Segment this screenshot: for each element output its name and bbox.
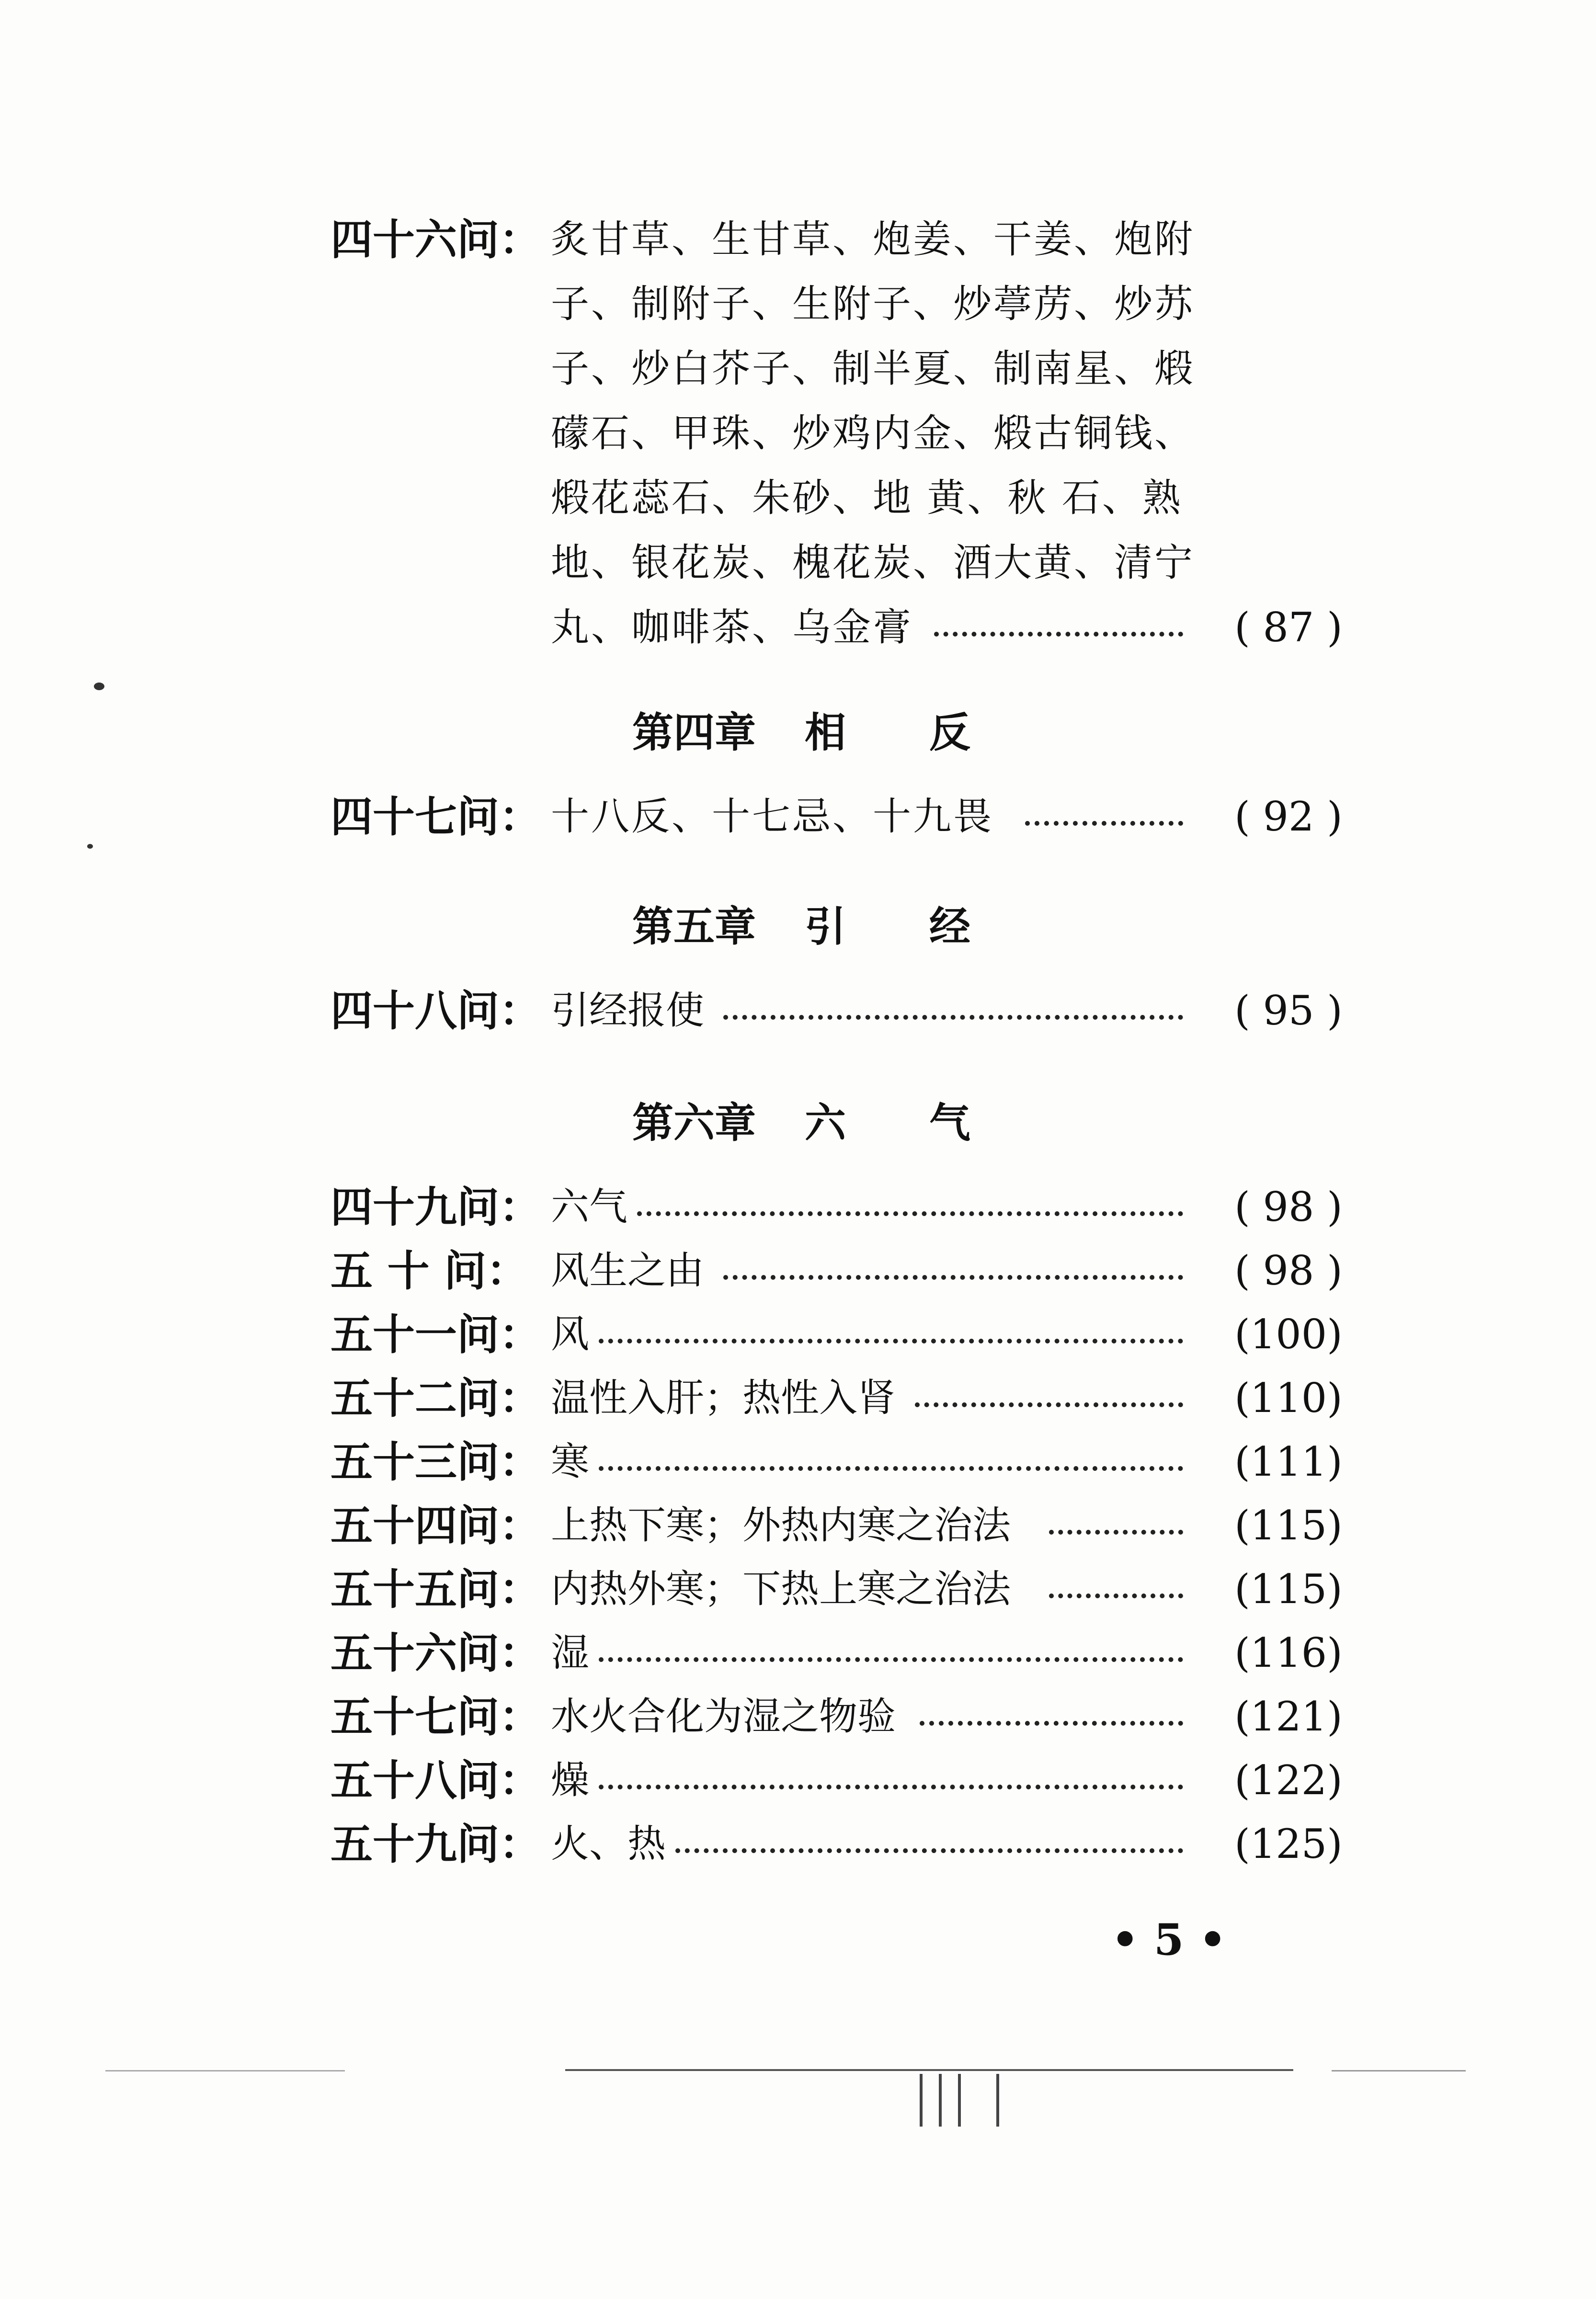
- toc-entry: [331, 1240, 1360, 1302]
- entry-title-line: 地、银花炭、槐花炭、酒大黄、清宁: [551, 540, 1195, 585]
- toc-entry: [331, 1749, 1360, 1811]
- entry-label: 五十三问：: [331, 1437, 542, 1487]
- chapter-number: 第五章: [632, 902, 756, 951]
- entry-title: 引经报使: [551, 988, 704, 1033]
- toc-entry: [331, 1303, 1360, 1366]
- chapter-number: 第六章: [632, 1099, 756, 1147]
- entry-label: 五十八问：: [331, 1755, 542, 1805]
- entry-title: 六气: [551, 1184, 627, 1229]
- chapter-title-char: 相: [805, 708, 846, 757]
- scan-edge-tick: [958, 2074, 961, 2127]
- chapter-title-char: 引: [805, 902, 846, 951]
- leader-dots: [1049, 1494, 1183, 1557]
- entry-title: 寒: [551, 1439, 589, 1484]
- chapter-number: 第四章: [632, 708, 756, 757]
- page-ref: (111): [1234, 1438, 1343, 1485]
- entry-label: 五十九问：: [331, 1819, 542, 1869]
- entry-label: 四十八问：: [331, 986, 542, 1036]
- page-ref: (110): [1234, 1375, 1343, 1422]
- toc-entry-46-last: [551, 596, 1360, 659]
- entry-title-line: 子、炒白芥子、制半夏、制南星、煅: [551, 346, 1195, 391]
- toc-entry: [331, 1813, 1360, 1875]
- entry-title: 上热下寒；外热内寒之治法: [551, 1503, 1011, 1548]
- toc-entry-46: [331, 208, 1360, 271]
- entry-label: 四十七问：: [331, 792, 542, 842]
- entry-label: 五十二问：: [331, 1373, 542, 1423]
- scan-edge-tick: [939, 2074, 942, 2127]
- entry-label: 五十四问：: [331, 1501, 542, 1550]
- toc-entry: [331, 1494, 1360, 1557]
- leader-dots: [675, 1813, 1183, 1875]
- scan-speck: [87, 844, 93, 849]
- page-ref: (122): [1234, 1757, 1343, 1804]
- leader-dots: [934, 596, 1183, 659]
- scan-edge-line: [105, 2070, 345, 2071]
- entry-label: 五十一问：: [331, 1309, 542, 1359]
- leader-dots: [1025, 785, 1183, 848]
- entry-title: 风生之由: [551, 1248, 704, 1293]
- scan-edge-line: [1332, 2070, 1466, 2071]
- chapter-heading-6: [632, 1090, 970, 1157]
- chapter-heading-4: [632, 699, 970, 766]
- entry-label: 五十五问：: [331, 1564, 542, 1614]
- entry-title: 内热外寒；下热上寒之治法: [551, 1567, 1011, 1611]
- toc-entry: [331, 1622, 1360, 1684]
- page-ref: (115): [1234, 1566, 1343, 1613]
- entry-title-line: 煅花蕊石、朱砂、地 黄、秋 石、熟: [551, 476, 1183, 520]
- entry-title: 湿: [551, 1630, 589, 1675]
- page-ref: (125): [1234, 1821, 1343, 1867]
- scan-edge-tick: [920, 2074, 923, 2127]
- toc-entry-48: [331, 979, 1360, 1042]
- page-ref: (116): [1234, 1629, 1343, 1676]
- toc-entry: [331, 1367, 1360, 1429]
- page-number: • 5 •: [1111, 1914, 1227, 1965]
- page-ref: ( 95 ): [1234, 987, 1343, 1034]
- entry-title: 水火合化为湿之物验: [551, 1694, 896, 1739]
- page-ref: (115): [1234, 1502, 1343, 1549]
- toc-entry: [331, 1431, 1360, 1493]
- toc-entry-47: [331, 785, 1360, 848]
- leader-dots: [920, 1685, 1183, 1748]
- entry-label: 五 十 问：: [331, 1246, 529, 1296]
- page-ref: ( 98 ): [1234, 1247, 1343, 1294]
- entry-label: 四十六问：: [331, 215, 542, 264]
- entry-title-line: 炙甘草、生甘草、炮姜、干姜、炮附: [551, 217, 1195, 262]
- scan-edge-line: [565, 2069, 1293, 2071]
- toc-entry: [331, 1685, 1360, 1748]
- page-ref: ( 87 ): [1234, 604, 1343, 651]
- chapter-title-char: 气: [929, 1099, 970, 1147]
- entry-title-line: 礞石、甲珠、炒鸡内金、煅古铜钱、: [551, 411, 1195, 455]
- entry-title-line: 丸、咖啡茶、乌金膏: [551, 605, 913, 649]
- leader-dots: [723, 1240, 1183, 1302]
- leader-dots: [723, 979, 1183, 1042]
- toc-entry: [331, 1558, 1360, 1620]
- leader-dots: [637, 1176, 1183, 1238]
- chapter-title-char: 经: [929, 902, 970, 951]
- scan-speck: [94, 683, 104, 690]
- page-ref: ( 98 ): [1234, 1184, 1343, 1230]
- leader-dots: [1049, 1558, 1183, 1620]
- toc-entry: [331, 1176, 1360, 1238]
- entry-label: 四十九问：: [331, 1182, 542, 1232]
- entry-title: 火、热: [551, 1821, 666, 1866]
- entry-label: 五十七问：: [331, 1692, 542, 1741]
- chapter-heading-5: [632, 893, 970, 960]
- entry-title: 十八反、十七忌、十九畏: [551, 794, 993, 839]
- entry-title: 燥: [551, 1758, 589, 1802]
- leader-dots: [599, 1431, 1183, 1493]
- chapter-title-char: 六: [805, 1099, 846, 1147]
- page-ref: ( 92 ): [1234, 793, 1343, 840]
- leader-dots: [599, 1303, 1183, 1366]
- leader-dots: [915, 1367, 1183, 1429]
- entry-title: 风: [551, 1312, 589, 1356]
- page-ref: (121): [1234, 1693, 1343, 1740]
- entry-title: 温性入肝；热性入肾: [551, 1376, 896, 1420]
- chapter-title-char: 反: [929, 708, 970, 757]
- entry-title-line: 子、制附子、生附子、炒葶苈、炒苏: [551, 282, 1195, 326]
- leader-dots: [599, 1749, 1183, 1811]
- entry-label: 五十六问：: [331, 1628, 542, 1678]
- scan-edge-tick: [996, 2074, 999, 2127]
- leader-dots: [599, 1622, 1183, 1684]
- page-ref: (100): [1234, 1311, 1343, 1358]
